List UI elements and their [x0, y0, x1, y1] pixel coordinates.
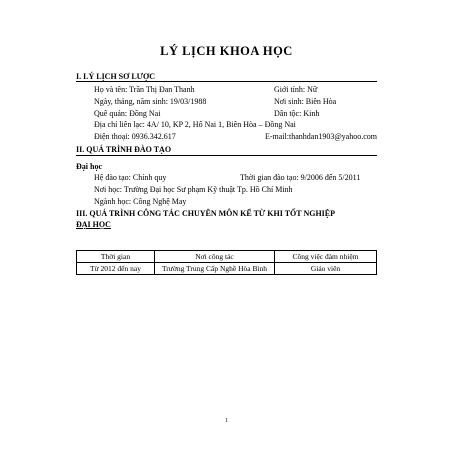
section-1-heading: I. LÝ LỊCH SƠ LƯỢC [76, 72, 156, 81]
education-major: Ngành học: Công Nghệ May [94, 197, 187, 206]
name-field: Họ và tên: Trần Thị Đan Thanh [94, 85, 195, 94]
phone-field: Điện thoại: 0936.342.617 [94, 132, 176, 141]
cell-workplace: Trường Trung Cấp Nghề Hòa Bình [155, 263, 275, 275]
education-period: Thời gian đào tạo: 9/2006 đến 5/2011 [240, 173, 361, 182]
work-history-table [76, 250, 377, 275]
column-header-workplace: Nơi công tác [155, 251, 275, 263]
address-field: Địa chỉ liên lạc: 4A/ 10, KP 2, Hố Nai 1, Biên Hòa – Đồng Nai [94, 120, 296, 129]
section-1-rule [76, 81, 377, 82]
education-school: Nơi học: Trường Đại học Sư phạm Kỹ thuật Tp. Hồ Chí Minh [94, 185, 293, 194]
birthplace-field: Nơi sinh: Biên Hòa [274, 97, 337, 106]
column-header-time: Thời gian [77, 251, 155, 263]
section-2-rule [76, 155, 377, 156]
education-mode: Hệ đào tạo: Chính quy [94, 173, 167, 182]
cell-time: Từ 2012 đến nay [77, 263, 155, 275]
document-title: LÝ LỊCH KHOA HỌC [160, 44, 293, 58]
table-header-row [77, 251, 377, 263]
email-field: E-mail:thanhdan1903@yahoo.com [265, 132, 378, 141]
section-2-heading: II. QUÁ TRÌNH ĐÀO TẠO [76, 145, 172, 154]
hometown-field: Quê quán: Đồng Nai [94, 109, 161, 118]
page-number: 1 [225, 418, 228, 424]
gender-field: Giới tính: Nữ [274, 85, 318, 94]
dob-field: Ngày, tháng, năm sinh: 19/03/1988 [94, 97, 207, 106]
education-subheading: Đại học [76, 162, 102, 171]
column-header-position: Công việc đảm nhiệm [275, 251, 377, 263]
ethnicity-field: Dân tộc: Kinh [274, 109, 320, 118]
section-3-heading-line2: ĐẠI HỌC [76, 220, 111, 229]
cell-position: Giáo viên [275, 263, 377, 275]
section-3-heading-line1: III. QUÁ TRÌNH CÔNG TÁC CHUYÊN MÔN KỂ TỪ KHI TỐT NGHIỆP [76, 209, 336, 218]
table-row [77, 263, 377, 275]
